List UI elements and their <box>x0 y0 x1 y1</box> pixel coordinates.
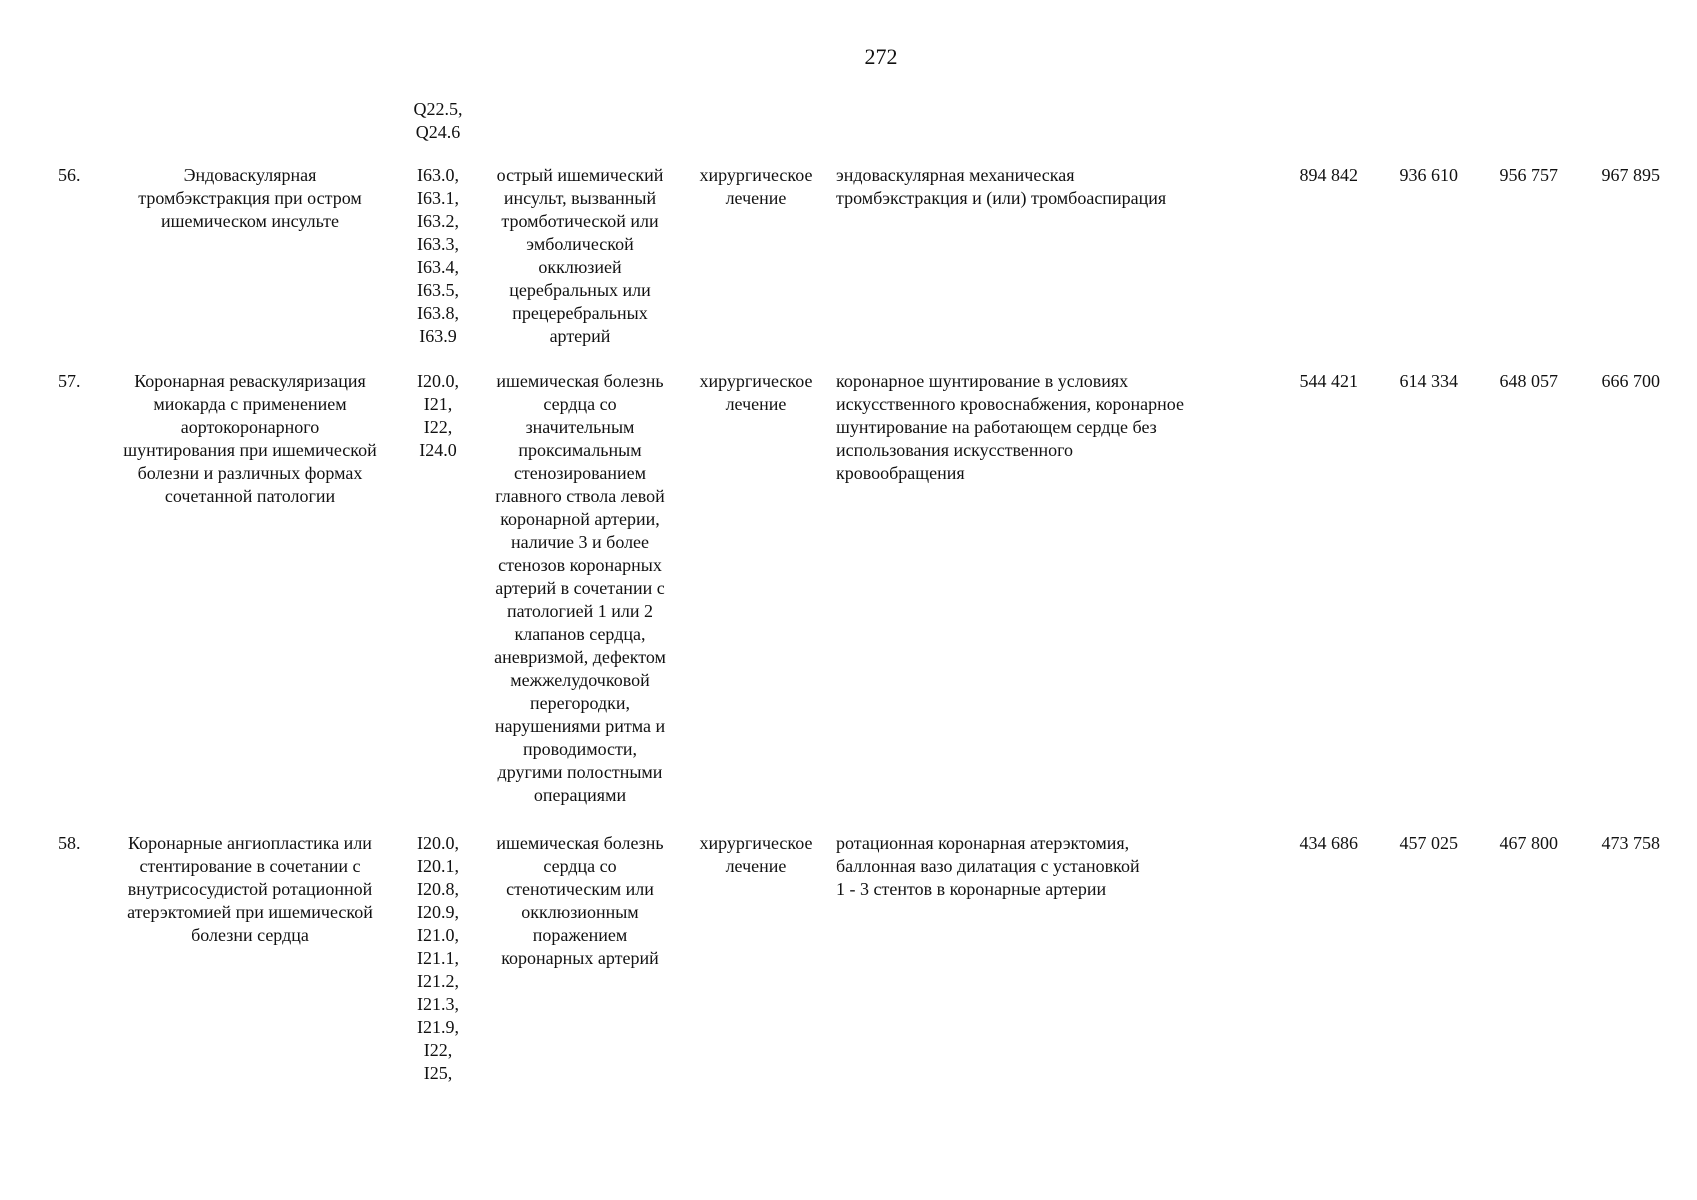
row-number: 57. <box>58 371 81 391</box>
diagnosis-codes: I63.0, I63.1, I63.2, I63.3, I63.4, I63.5, I63.8, I63.9 <box>417 165 459 346</box>
row-number: 56. <box>58 165 81 185</box>
diagnosis-codes: I20.0, I20.1, I20.8, I20.9, I21.0, I21.1, I21.2, I21.3, I21.9, I22, I25, <box>417 833 459 1083</box>
cost-value-4: 473 758 <box>1601 833 1660 853</box>
treatment-method: ротационная коронарная атерэктомия, баллонная вазо дилатация с установкой 1 - 3 стентов в коронарные артерии <box>836 833 1140 899</box>
treatment-method: коронарное шунтирование в условиях искусственного кровоснабжения, коронарное шунтирование на работающем сердце без использования искусственного кровообращения <box>836 371 1184 483</box>
procedure-name: Коронарная реваскуляризация миокарда с применением аортокоронарного шунтирования при ишемической болезни и различных формах сочетанной патологии <box>123 371 377 506</box>
row-number: 58. <box>58 833 81 853</box>
treatment-type: хирургическое лечение <box>699 833 813 876</box>
cost-value-2: 614 334 <box>1399 371 1458 391</box>
treatment-type: хирургическое лечение <box>699 165 813 208</box>
cost-value-2: 457 025 <box>1399 833 1458 853</box>
cost-value-1: 894 842 <box>1299 165 1358 185</box>
diagnosis-description: ишемическая болезнь сердца со стенотическим или окклюзионным поражением коронарных артерий <box>496 833 664 968</box>
cost-value-2: 936 610 <box>1399 165 1458 185</box>
diagnosis-description: острый ишемический инсульт, вызванный тромботической или эмболической окклюзией церебральных или прецеребральных артерий <box>496 165 664 346</box>
diagnosis-description: ишемическая болезнь сердца со значительным проксимальным стенозированием главного ствола левой коронарной артерии, наличие 3 и более стенозов коронарных артерий в сочетании с патологией 1 или 2 клапанов сердца, аневризмой, дефектом межжелудочковой перегородки, нарушениями ритма и проводимости, другими полостными операциями <box>494 371 666 805</box>
continued-diagnosis-codes: Q22.5, Q24.6 <box>413 99 463 142</box>
page-number: 272 <box>864 44 898 69</box>
procedure-name: Коронарные ангиопластика или стентирование в сочетании с внутрисосудистой ротационной атерэктомией при ишемической болезни сердца <box>127 833 373 945</box>
cost-value-3: 648 057 <box>1499 371 1558 391</box>
diagnosis-codes: I20.0, I21, I22, I24.0 <box>417 371 459 460</box>
procedure-name: Эндоваскулярная тромбэкстракция при остром ишемическом инсульте <box>138 165 362 231</box>
cost-value-3: 467 800 <box>1499 833 1558 853</box>
cost-value-1: 544 421 <box>1299 371 1358 391</box>
cost-value-1: 434 686 <box>1299 833 1358 853</box>
cost-value-4: 967 895 <box>1601 165 1660 185</box>
cost-value-4: 666 700 <box>1601 371 1660 391</box>
cost-value-3: 956 757 <box>1499 165 1558 185</box>
treatment-method: эндоваскулярная механическая тромбэкстракция и (или) тромбоаспирация <box>836 165 1167 208</box>
treatment-type: хирургическое лечение <box>699 371 813 414</box>
